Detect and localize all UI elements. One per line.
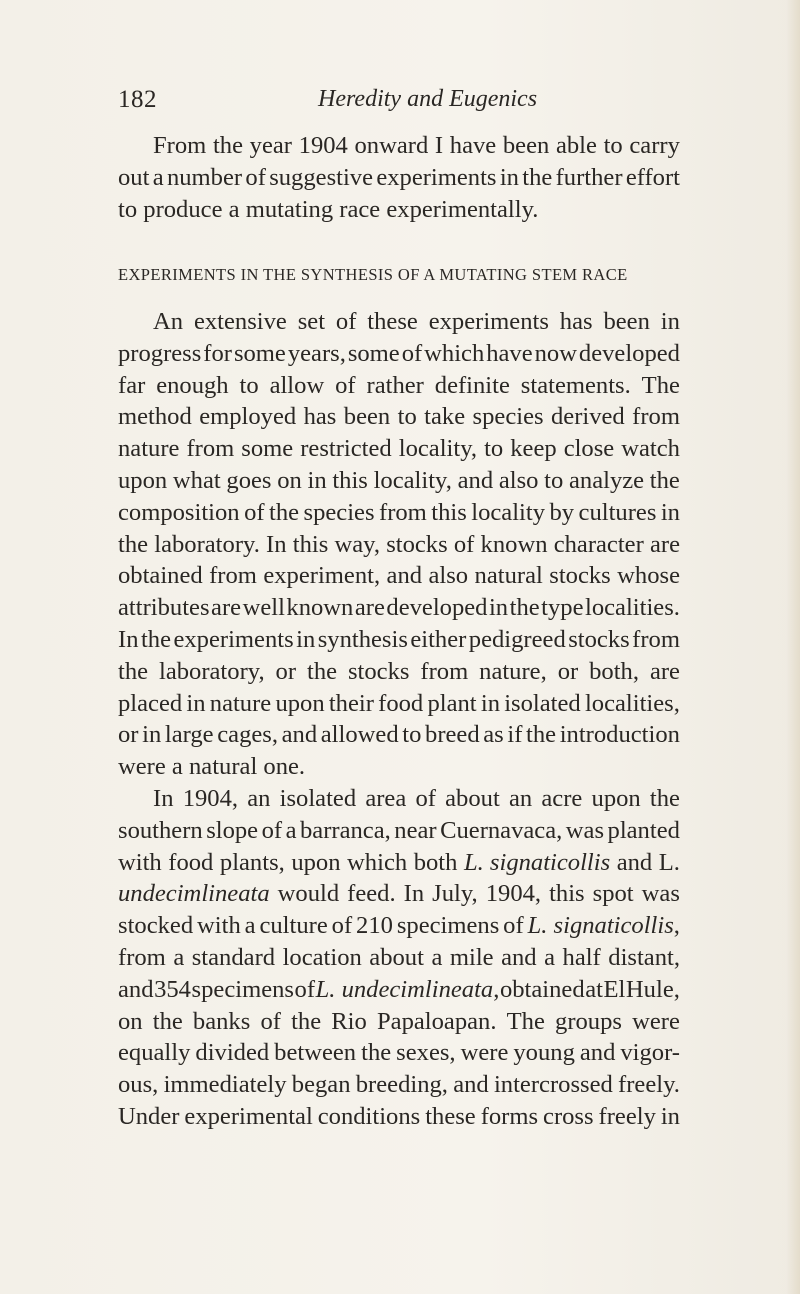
text-line: to produce a mutating race experimentally. <box>118 195 539 223</box>
body-text <box>118 306 680 1133</box>
page-number: 182 <box>118 86 157 113</box>
text-line: with food plants, upon which both L. signaticollis and L. <box>118 848 680 876</box>
section-heading: EXPERIMENTS IN THE SYNTHESIS OF A MUTATING STEM RACE <box>118 265 628 284</box>
text-line: upon what goes on in this locality, and also to analyze the <box>118 466 680 494</box>
text-line: stocked with a culture of 210 specimens of L. signaticollis, <box>118 912 680 940</box>
text-line: composition of the species from this locality by cultures in <box>118 498 680 526</box>
text-line: the laboratory, or the stocks from nature, or both, are <box>118 657 680 685</box>
text-line: and 354 specimens of L. undecimlineata, obtained at El Hule, <box>118 975 680 1003</box>
text-line: far enough to allow of rather definite statements. The <box>118 371 680 399</box>
text-line: were a natural one. <box>118 753 306 781</box>
text-line: undecimlineata would feed. In July, 1904, this spot was <box>118 880 680 908</box>
text-line: An extensive set of these experiments has been in <box>153 308 680 335</box>
page-edge-shadow <box>786 0 800 1294</box>
text-line: attributes are well known are developed in the type localities. <box>118 594 680 622</box>
text-line: progress for some years, some of which have now developed <box>118 339 680 367</box>
text-line: the laboratory. In this way, stocks of known character are <box>118 530 680 558</box>
text-line: ous, immediately began breeding, and intercrossed freely. <box>118 1071 680 1099</box>
text-line: In the experiments in synthesis either pedigreed stocks from <box>118 625 680 653</box>
running-title: Heredity and Eugenics <box>318 86 538 112</box>
text-line: southern slope of a barranca, near Cuernavaca, was planted <box>118 816 680 844</box>
text-line: or in large cages, and allowed to breed as if the introduction <box>118 721 680 749</box>
intro-paragraph <box>118 130 680 225</box>
text-line: from a standard location about a mile and a half distant, <box>118 943 680 971</box>
text-line: Under experimental conditions these forms cross freely in <box>118 1102 680 1130</box>
text-line: placed in nature upon their food plant in isolated localities, <box>118 689 680 717</box>
text-line: In 1904, an isolated area of about an acre upon the <box>153 784 680 812</box>
text-line: on the banks of the Rio Papaloapan. The groups were <box>118 1007 680 1035</box>
text-line: out a number of suggestive experiments in the further effort <box>118 163 680 191</box>
page-header <box>118 86 678 120</box>
text-line: obtained from experiment, and also natural stocks whose <box>118 562 680 590</box>
text-line: method employed has been to take species derived from <box>118 403 680 431</box>
text-line: nature from some restricted locality, to keep close watch <box>118 435 680 463</box>
text-line: From the year 1904 onward I have been able to carry <box>153 132 680 159</box>
text-line: equally divided between the sexes, were young and vigor- <box>118 1039 680 1067</box>
